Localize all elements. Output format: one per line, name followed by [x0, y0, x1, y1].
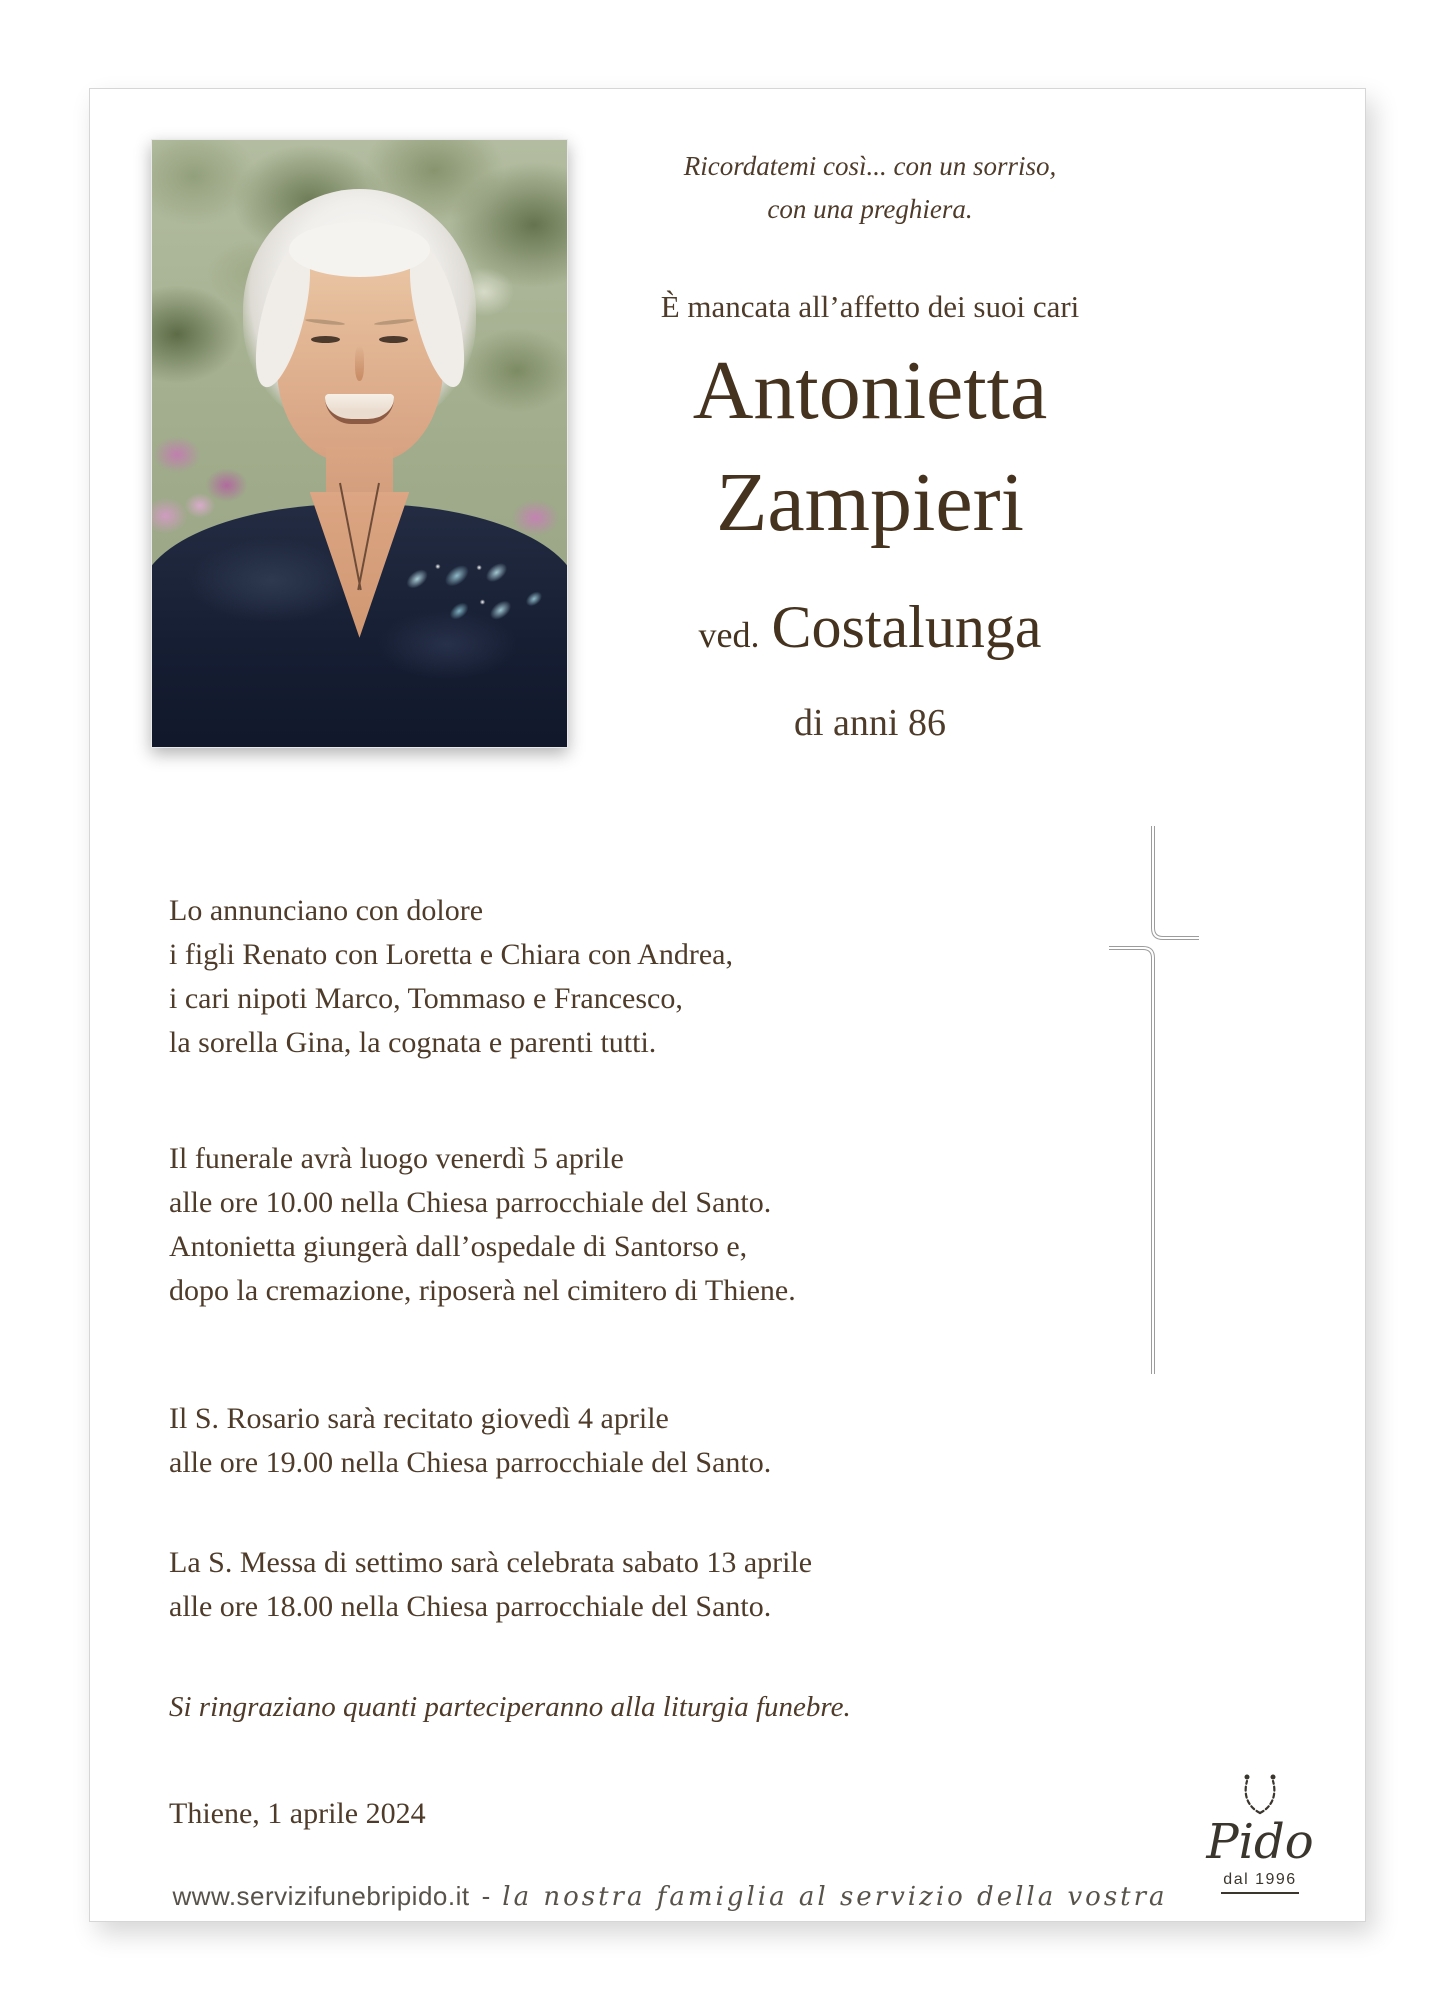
intro-line: È mancata all’affetto dei suoi cari	[660, 289, 1080, 324]
widow-prefix: ved.	[698, 615, 760, 655]
footer	[150, 1881, 1190, 1912]
widow-surname: Costalunga	[771, 594, 1042, 660]
photo-nose	[355, 345, 365, 381]
footer-website: www.servizifunebripido.it	[172, 1881, 470, 1911]
funeral-line: alle ore 10.00 nella Chiesa parrocchiale del Santo.	[169, 1186, 772, 1219]
funeral-line: Antonietta giungerà dall’ospedale di Santorso e,	[169, 1230, 748, 1263]
funeral-line: Il funerale avrà luogo venerdì 5 aprile	[169, 1142, 624, 1175]
seventh-mass-line: alle ore 18.00 nella Chiesa parrocchiale del Santo.	[169, 1590, 772, 1623]
rosary-line: Il S. Rosario sarà recitato giovedì 4 aprile	[169, 1402, 669, 1435]
funeral-line: dopo la cremazione, riposerà nel cimitero di Thiene.	[169, 1274, 796, 1307]
thanks-line: Si ringraziano quanti parteciperanno alla liturgia funebre.	[169, 1691, 851, 1723]
memorial-card	[89, 88, 1366, 1922]
deceased-surname: Zampieri	[716, 456, 1024, 549]
rosary-line: alle ore 19.00 nella Chiesa parrocchiale del Santo.	[169, 1446, 772, 1479]
seventh-mass-line: La S. Messa di settimo sarà celebrata sabato 13 aprile	[169, 1546, 813, 1579]
dateline: Thiene, 1 aprile 2024	[169, 1797, 426, 1830]
announcement-line: Lo annunciano con dolore	[169, 894, 484, 927]
rosary-paragraph	[169, 1397, 1069, 1485]
quote-line-1: Ricordatemi così... con un sorriso,	[683, 151, 1057, 181]
pido-logo	[1170, 1769, 1350, 1894]
photo-hair-fringe	[289, 222, 430, 277]
footer-tagline: la nostra famiglia al servizio della vostra	[502, 1882, 1168, 1912]
photo-right-eyebrow	[374, 318, 414, 326]
announcement-line: i cari nipoti Marco, Tommaso e Francesco,	[169, 982, 683, 1015]
photo-left-eyebrow	[305, 318, 345, 326]
photo-right-eye	[379, 336, 407, 343]
funeral-paragraph	[169, 1137, 1069, 1313]
photo-smile	[325, 394, 395, 423]
announcement-paragraph	[169, 889, 1069, 1065]
pido-logo-text: Pido	[1206, 1814, 1314, 1870]
footer-separator: -	[481, 1881, 491, 1911]
memorial-quote	[490, 145, 1250, 231]
age-line: di anni 86	[794, 702, 946, 744]
heading-column	[490, 89, 1250, 849]
pido-since-text: dal 1996	[1221, 1871, 1298, 1894]
cross-icon	[1109, 826, 1199, 1376]
widow-line	[490, 593, 1250, 662]
announcement-line: i figli Renato con Loretta e Chiara con Andrea,	[169, 938, 733, 971]
laurel-wreath-icon	[1238, 1769, 1282, 1815]
announcement-line: la sorella Gina, la cognata e parenti tutti.	[169, 1026, 657, 1059]
seventh-mass-paragraph	[169, 1541, 1069, 1629]
photo-left-eye	[311, 336, 339, 343]
deceased-first-name: Antonietta	[692, 344, 1048, 437]
quote-line-2: con una preghiera.	[767, 194, 973, 224]
